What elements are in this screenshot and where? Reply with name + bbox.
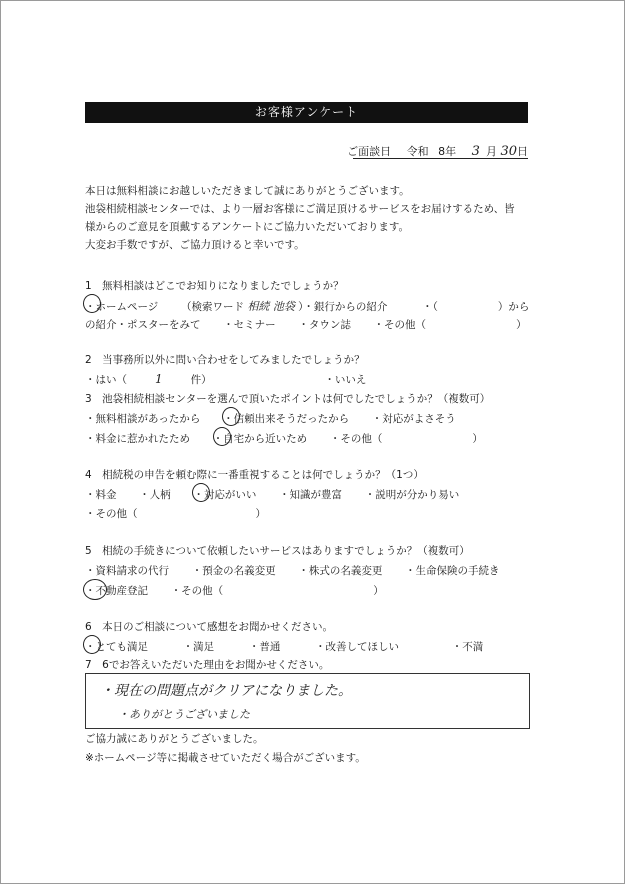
- q3-question: 3 池袋相続相談センターを選んで頂いたポイントは何でしたでしょうか？（複数可）: [85, 393, 491, 405]
- q3-opt-other[interactable]: ・その他（: [329, 433, 383, 445]
- q5-opt-other[interactable]: ・その他（: [170, 585, 224, 597]
- q1-opt-other-close: ）: [516, 319, 527, 331]
- q7-answer-line2: ・ありがとうございました: [118, 708, 250, 721]
- date-year: 8: [438, 145, 446, 158]
- q5-options-row2: [85, 583, 384, 598]
- q2-yes-close: 件）: [190, 374, 212, 386]
- q2-options: [85, 372, 366, 387]
- date-day: 30: [500, 144, 517, 159]
- q4-question: 4 相続税の申告を頼む際に一番重視することは何でしょうか？（1つ）: [85, 469, 424, 481]
- q6-very-circle: [83, 635, 101, 654]
- intro-line: 様からのご意見を頂戴するアンケートにご協力いただいております。: [85, 221, 410, 233]
- q3-near-circle: [213, 427, 231, 446]
- q4-opt-other-close: ）: [255, 508, 266, 520]
- q7-question: 7 6でお答えいただいた理由をお聞かせください。: [85, 659, 330, 671]
- footer-notice: ※ホームページ等に掲載させていただく場合がございます。: [85, 752, 366, 764]
- q1-opt-other[interactable]: ・その他（: [373, 319, 427, 331]
- q1-homepage-circle: [83, 294, 101, 313]
- q6-question: 6 本日のご相談について感想をお聞かせください。: [85, 621, 333, 633]
- q4-options-row2: [85, 506, 266, 521]
- q3-options-row1: [85, 411, 456, 426]
- q3-trust-circle: [222, 407, 240, 426]
- q5-opt-stock[interactable]: ・株式の名義変更: [298, 565, 383, 577]
- q1-options-row2: [85, 317, 527, 332]
- q4-opt-person[interactable]: ・人柄: [139, 489, 171, 501]
- q1-options-row1: [85, 298, 529, 314]
- q2-opt-yes[interactable]: ・はい（: [85, 374, 127, 386]
- q4-response-circle: [192, 483, 210, 502]
- q6-opt-very-satisfied[interactable]: ・とても満足: [85, 641, 148, 653]
- date-month-unit: 月: [485, 145, 497, 158]
- q3-opt-other-close: ）: [472, 433, 483, 445]
- q6-opt-normal[interactable]: ・普通: [248, 641, 281, 653]
- q1-opt-poster[interactable]: ・ポスターをみて: [116, 319, 201, 331]
- q4-opt-explain[interactable]: ・説明が分かり易い: [364, 489, 460, 501]
- q3-opt-free[interactable]: ・無料相談があったから: [85, 413, 201, 425]
- q6-opt-unsatisfied[interactable]: ・不満: [451, 641, 484, 653]
- q3-opt-response[interactable]: ・対応がよさそう: [371, 413, 456, 425]
- q5-opt-insurance[interactable]: ・生命保険の手続き: [405, 565, 500, 577]
- q1-opt-paren-close: ）から: [497, 301, 530, 313]
- q1-question: 1 無料相談はどこでお知りになりましたでしょうか？: [85, 280, 344, 292]
- date-era: 令和: [406, 145, 429, 158]
- q7-answer-box[interactable]: [85, 673, 530, 729]
- q1-opt-paren-open[interactable]: ・（: [422, 301, 438, 313]
- q4-opt-response[interactable]: ・対応がいい: [193, 489, 257, 501]
- q1-opt-referral: の紹介: [85, 319, 117, 331]
- intro-line: 本日は無料相談にお越しいただきまして誠にありがとうございます。: [85, 185, 410, 197]
- q1-keyword-close: ）: [298, 301, 304, 313]
- q6-options: [85, 639, 483, 654]
- q5-opt-realestate[interactable]: ・不動産登記: [85, 585, 148, 597]
- q5-options-row1: [85, 563, 500, 578]
- q2-opt-no[interactable]: ・いいえ: [324, 374, 367, 386]
- q5-opt-docs[interactable]: ・資料請求の代行: [85, 565, 169, 577]
- q5-question: 5 相続の手続きについて依頼したいサービスはありますでしょうか？（複数可）: [85, 545, 470, 557]
- q4-opt-other[interactable]: ・その他（: [85, 508, 138, 520]
- q5-opt-other-close: ）: [373, 585, 384, 597]
- date-label: ご面談日: [347, 145, 392, 158]
- intro-paragraph: [85, 182, 545, 254]
- intro-line: 池袋相続相談センターでは、より一層お客様にご満足頂けるサービスをお届けするため、皆: [85, 203, 515, 215]
- q1-opt-town[interactable]: ・タウン誌: [298, 319, 351, 331]
- intro-line: 大変お手数ですが、ご協力頂けると幸いです。: [85, 239, 305, 251]
- date-day-unit: 日: [517, 145, 528, 158]
- q7-answer-line1: ・現在の問題点がクリアになりました。: [100, 683, 352, 699]
- q1-opt-homepage[interactable]: ・ホームページ: [85, 301, 159, 313]
- q1-opt-bank[interactable]: ・銀行からの紹介: [303, 301, 388, 313]
- q5-realestate-circle: [83, 579, 107, 600]
- q3-options-row2: [85, 431, 483, 446]
- q1-keyword-answer: 相続 池袋: [247, 300, 295, 313]
- q1-keyword-open: （検索ワード: [180, 301, 244, 313]
- date-month: 3: [471, 144, 480, 159]
- q4-opt-price[interactable]: ・料金: [85, 489, 117, 501]
- q6-opt-satisfied[interactable]: ・満足: [182, 641, 215, 653]
- date-year-unit: 年: [445, 145, 457, 158]
- q5-opt-deposit[interactable]: ・預金の名義変更: [191, 565, 276, 577]
- q3-opt-near[interactable]: ・自宅から近いため: [212, 433, 308, 445]
- q2-yes-count: 1: [155, 372, 163, 386]
- survey-title: お客様アンケート: [85, 102, 528, 123]
- q3-opt-trust[interactable]: ・信頼出来そうだったから: [223, 413, 350, 425]
- date-underline: [353, 158, 528, 159]
- q2-question: 2 当事務所以外に問い合わせをしてみましたでしょうか？: [85, 354, 365, 366]
- footer-thanks: ご協力誠にありがとうございました。: [85, 733, 264, 745]
- q6-opt-improve[interactable]: ・改善してほしい: [315, 641, 400, 653]
- meeting-date: [347, 143, 528, 159]
- q1-opt-seminar[interactable]: ・セミナー: [223, 319, 276, 331]
- q3-opt-price[interactable]: ・料金に惹かれたため: [85, 433, 190, 445]
- q4-options-row1: [85, 487, 459, 502]
- q4-opt-knowledge[interactable]: ・知識が豊富: [279, 489, 343, 501]
